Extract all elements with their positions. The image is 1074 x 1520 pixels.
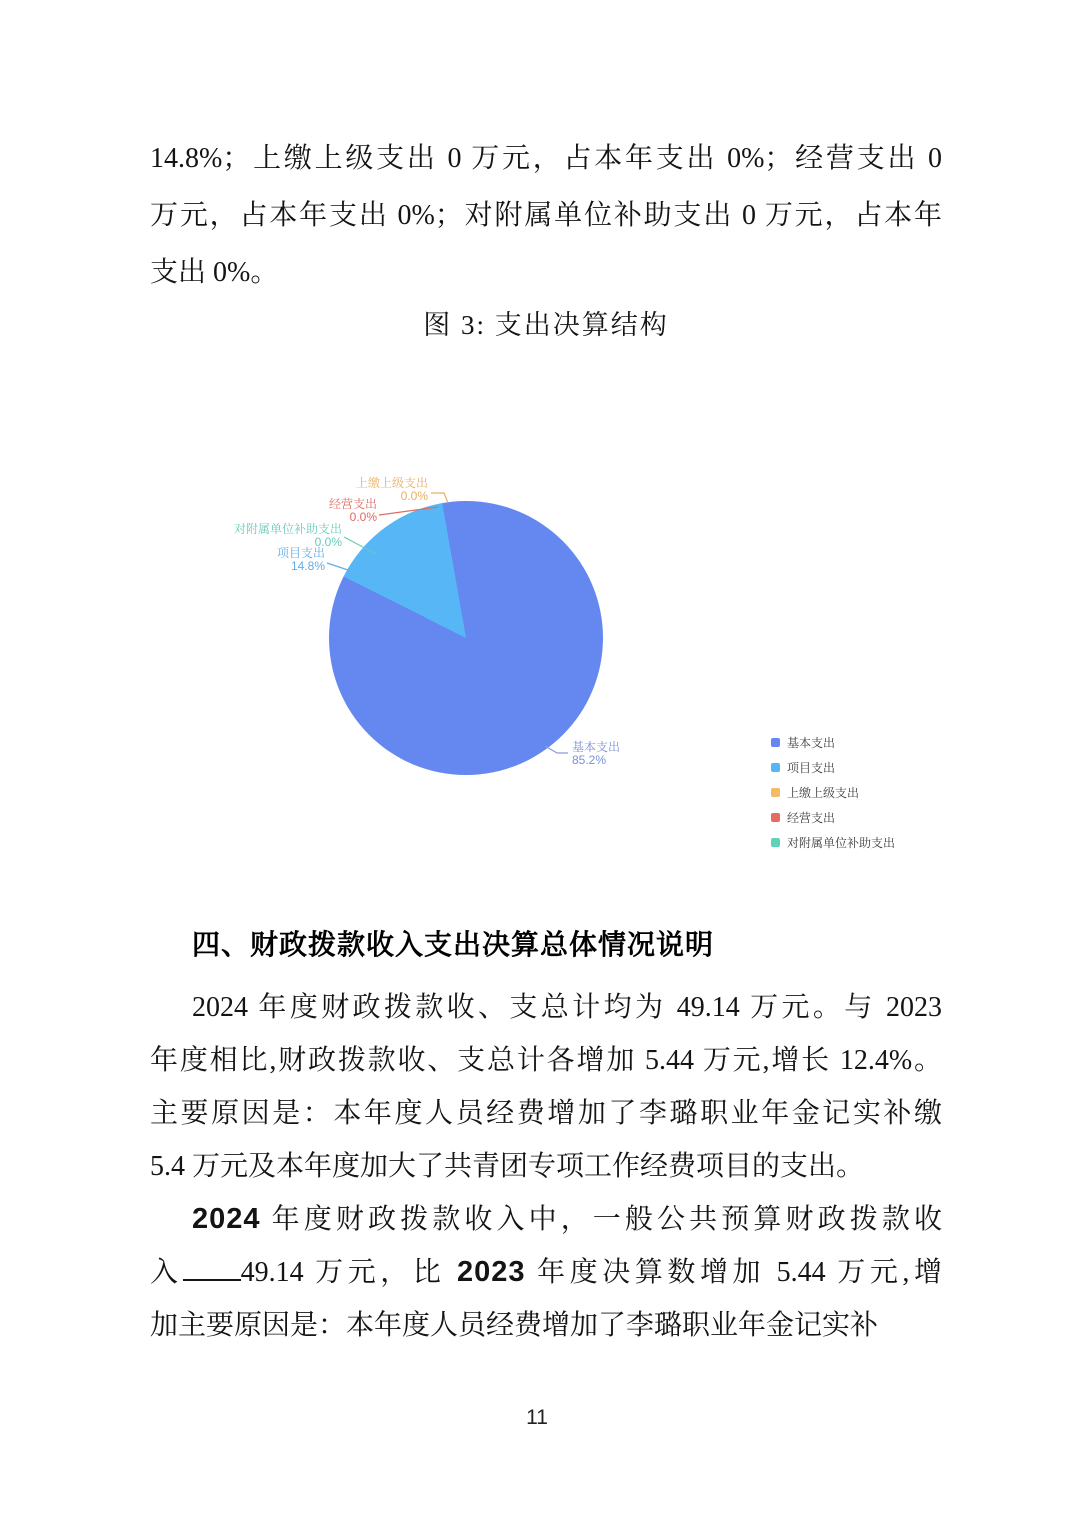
pie-label-name: 基本支出 [572,740,621,754]
page-number: 11 [526,1406,548,1429]
body-line: 主要原因是：本年度人员经费增加了李璐职业年金记实补缴 [150,1098,942,1129]
legend-swatch-icon [771,838,780,847]
legend-label: 上缴上级支出 [787,786,860,800]
body-text: 49.14 万元，比 [240,1257,458,1288]
pie-label-name: 项目支出 [276,546,325,560]
pie-label-name: 上缴上级支出 [355,476,428,490]
body-line [150,1246,942,1299]
legend-label: 基本支出 [787,736,836,750]
year-bold: 2023 [457,1256,526,1288]
section-body [150,981,942,1352]
body-text: 年度财政拨款收入中，一般公共预算财政拨款收 [260,1204,942,1235]
legend-item [771,830,895,855]
intro-line: 万元，占本年支出 0%；对附属单位补助支出 0 万元，占本年 [150,200,942,231]
pie-label-name: 对附属单位补助支出 [233,522,342,536]
body-text: 年度决算数增加 5.44 万元,增 [525,1257,942,1288]
pie-label-xiangmu-zhichu [277,547,325,573]
pie-label-name: 经营支出 [328,497,377,511]
body-text: 入 [150,1257,183,1288]
figure-title: 图 3: 支出决算结构 [423,310,669,340]
legend-label: 项目支出 [787,761,836,775]
underline-blank [183,1255,241,1281]
body-line: 2024 年度财政拨款收、支总计均为 49.14 万元。与 2023 [192,992,942,1023]
pie-label-jingying-zhichu [329,498,377,524]
intro-line: 支出 0%。 [150,257,279,288]
pie-label-percent: 0.0% [349,510,377,524]
body-line: 5.4 万元及本年度加大了共青团专项工作经费项目的支出。 [150,1151,865,1182]
legend-label: 对附属单位补助支出 [787,836,896,850]
body-line: 加主要原因是：本年度人员经费增加了李璐职业年金记实补 [150,1310,879,1341]
expenditure-pie-chart [0,358,1074,850]
pie-label-percent: 14.8% [290,559,325,573]
year-bold: 2024 [192,1203,261,1235]
pie-label-percent: 85.2% [572,753,607,767]
pie-label-percent: 0.0% [314,535,342,549]
legend-label: 经营支出 [787,811,836,825]
legend-swatch-icon [771,813,780,822]
intro-line: 14.8%；上缴上级支出 0 万元，占本年支出 0%；经营支出 0 [150,143,942,174]
leader-lines [0,358,1074,810]
section-heading: 四、财政拨款收入支出决算总体情况说明 [192,929,715,960]
body-line [150,1193,942,1246]
body-line: 年度相比,财政拨款收、支总计各增加 5.44 万元,增长 12.4%。 [150,1045,942,1076]
pie-label-percent: 0.0% [400,489,428,503]
pie-label-jiben-zhichu [572,741,620,767]
intro-paragraph [150,130,942,301]
